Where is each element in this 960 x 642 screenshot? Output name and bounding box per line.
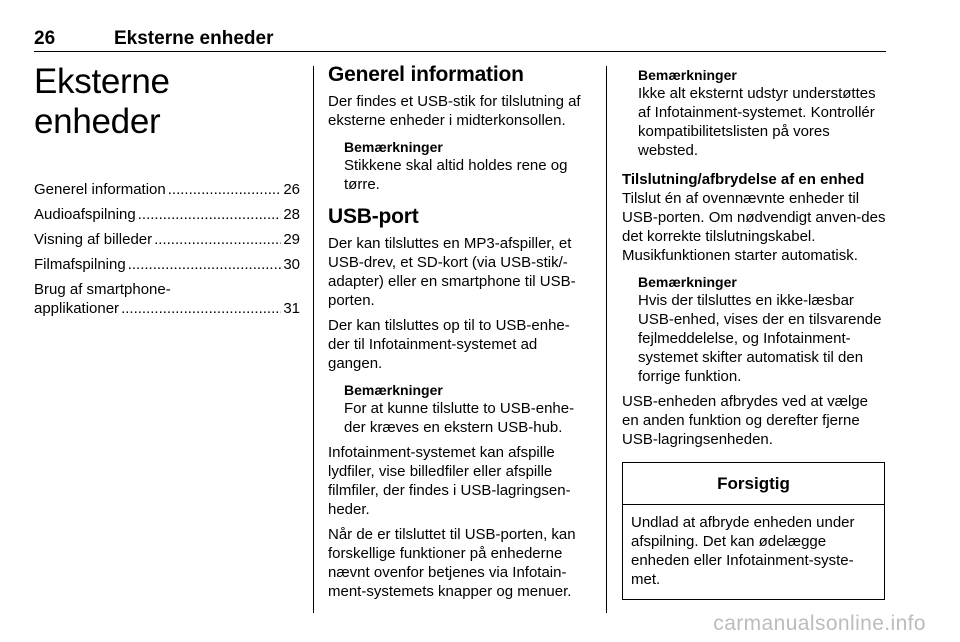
- toc-entry-page: 29: [283, 231, 300, 248]
- toc-entry-label: Filmafspilning: [34, 256, 126, 273]
- paragraph: USB-enheden afbrydes ved at vælge en anden funktion og derefter fjerne USB-lagringsenheden.: [622, 393, 868, 448]
- toc-leader: [138, 205, 282, 224]
- toc-entry-page: 26: [283, 181, 300, 198]
- toc-entry-label: Audioafspilning: [34, 206, 136, 223]
- paragraph: Der kan tilsluttes en MP3-afspiller, et USB-drev, et SD-kort (via USB-stik/-adapter) eller en smartphone til USB-porten.: [328, 235, 576, 309]
- toc-entry[interactable]: [34, 230, 300, 249]
- toc-entry-page: 30: [283, 256, 300, 273]
- note-title: Bemærkninger: [344, 139, 443, 155]
- paragraph: Når de er tilsluttet til USB-porten, kan forskellige funktioner på enhederne nævnt ovenfor betjenes via Infotain-ment-systemets knapper og menuer.: [328, 526, 576, 600]
- note-box: [638, 66, 886, 160]
- note-title: Bemærkninger: [638, 274, 737, 290]
- chapter-title: Eksterne enheder: [34, 62, 170, 141]
- note-text: Stikkene skal altid holdes rene og tørre.: [344, 157, 568, 193]
- toc-entry-label-line1: Brug af smartphone-: [34, 281, 171, 298]
- paragraph: Infotainment-systemet kan afspille lydfiler, vise billedfiler eller afspille filmfiler, der findes i USB-lagringsen-heder.: [328, 444, 571, 518]
- table-of-contents: [34, 180, 300, 318]
- toc-entry-page: 28: [283, 206, 300, 223]
- note-text: Ikke alt eksternt udstyr understøttes af Infotainment-systemet. Kontrollér kompatibilitetslisten på vores websted.: [638, 85, 876, 159]
- toc-entry[interactable]: [34, 255, 300, 274]
- toc-entry[interactable]: [34, 280, 300, 318]
- toc-leader: [128, 255, 282, 274]
- section-heading: Generel information: [328, 63, 524, 86]
- subsection-heading: Tilslutning/afbrydelse af en enhed: [622, 171, 865, 188]
- column-divider: [313, 66, 314, 613]
- page-number: 26: [34, 28, 56, 49]
- connection-column: [622, 62, 886, 600]
- note-text: Hvis der tilsluttes en ikke-læsbar USB-enhed, vises der en tilsvarende fejlmeddelelse, og Infotainment-systemet skifter automatisk til den forrige funktion.: [638, 292, 882, 385]
- toc-entry[interactable]: [34, 205, 300, 224]
- caution-box: [622, 462, 885, 600]
- paragraph: Der kan tilsluttes op til to USB-enhe-der til Infotainment-systemet ad gangen.: [328, 317, 570, 372]
- running-title: Eksterne enheder: [114, 28, 274, 49]
- paragraph: Tilslut én af ovennævnte enheder til USB-porten. Om nødvendigt anven-des det korrekte tilslutningskabel. Musikfunktionen starter automatisk.: [622, 190, 886, 264]
- note-box: [638, 273, 886, 386]
- toc-leader: [168, 180, 282, 199]
- note-text: For at kunne tilslutte to USB-enhe-der kræves en ekstern USB-hub.: [344, 400, 575, 436]
- toc-entry-label: Visning af billeder: [34, 231, 153, 248]
- toc-entry-page: 31: [283, 300, 300, 317]
- note-box: [344, 138, 591, 194]
- general-info-column: [328, 62, 591, 601]
- page-header: [34, 26, 886, 52]
- toc-entry[interactable]: [34, 180, 300, 199]
- toc-entry-label: applikationer: [34, 300, 120, 317]
- toc-entry-label: Generel information: [34, 181, 166, 198]
- toc-leader: [121, 299, 281, 318]
- toc-leader: [154, 230, 281, 249]
- watermark: carmanualsonline.info: [713, 612, 926, 635]
- caution-title: Forsigtig: [623, 463, 884, 505]
- note-box: [344, 381, 591, 437]
- section-heading: USB-port: [328, 205, 419, 228]
- chapter-column: [34, 62, 300, 324]
- caution-text: Undlad at afbryde enheden under afspilning. Det kan ødelægge enheden eller Infotainment-syste-met.: [631, 514, 855, 588]
- note-title: Bemærkninger: [638, 67, 737, 83]
- column-divider: [606, 66, 607, 613]
- paragraph: Der findes et USB-stik for tilslutning af eksterne enheder i midterkonsollen.: [328, 93, 581, 129]
- note-title: Bemærkninger: [344, 382, 443, 398]
